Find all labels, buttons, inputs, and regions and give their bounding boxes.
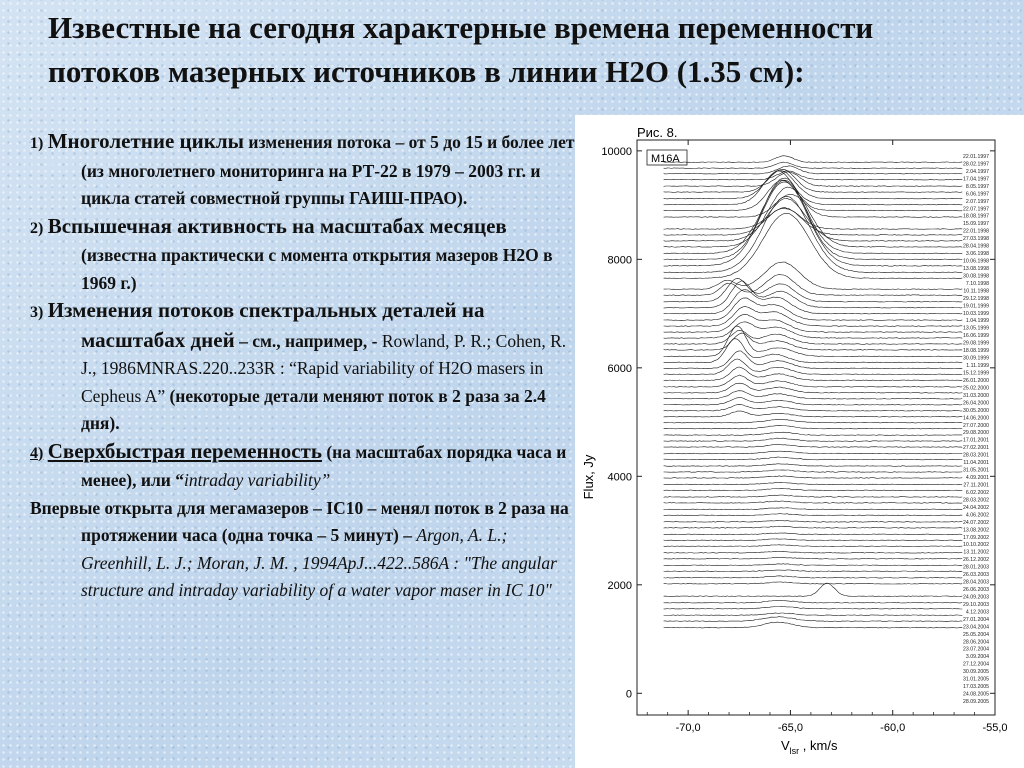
x-tick-label: -70,0 <box>675 722 701 734</box>
date-label: 25.02.2000 <box>963 385 989 392</box>
spectrum-line <box>664 307 963 327</box>
y-tick-label: 10000 <box>601 145 632 158</box>
spectrum-line <box>664 171 963 205</box>
spectrum-line <box>664 451 963 454</box>
date-label: 4.12.2003 <box>965 609 989 616</box>
x-tick-label: -60,0 <box>880 722 906 734</box>
spectrum-line <box>664 405 963 411</box>
spectrum-line <box>664 514 963 516</box>
spectrum-line <box>664 432 963 435</box>
date-label: 26.06.2003 <box>963 587 989 594</box>
x-tick-label: -65,0 <box>777 722 803 734</box>
date-label: 18.08.1999 <box>963 348 989 355</box>
date-label: 25.05.2004 <box>963 631 989 638</box>
spectrum-line <box>664 339 963 363</box>
date-label: 13.11.2002 <box>963 549 989 556</box>
x-axis-title <box>781 738 838 756</box>
date-label: 19.01.1999 <box>963 303 989 310</box>
date-label: 28.02.1997 <box>963 161 989 168</box>
date-label: 28.04.2003 <box>963 579 989 586</box>
item-text: (известна практически с момента открытия мазеров H2O в 1969 г.) <box>81 245 553 293</box>
item-number: 4) <box>30 444 44 462</box>
date-label: 29.08.1999 <box>963 340 989 347</box>
spectrum-line <box>664 464 963 467</box>
figure-caption: Рис. 8. <box>637 125 678 140</box>
item-heading: Многолетние циклы <box>47 129 245 153</box>
spectrum-line <box>664 279 963 302</box>
spectrum-line <box>664 470 963 472</box>
spectra-lines <box>664 156 963 628</box>
date-label: 27.07.2000 <box>963 422 989 429</box>
y-tick-label: 4000 <box>607 471 632 484</box>
spectrum-line <box>664 533 963 535</box>
spectrum-line <box>664 606 963 609</box>
spectrum-line <box>664 383 963 393</box>
spectrum-line <box>664 425 963 429</box>
spectra-chart <box>575 115 1024 768</box>
spectrum-line <box>664 583 963 596</box>
date-label: 27.01.2004 <box>963 616 989 623</box>
reference: Rowland, P. R.; Cohen, R. J., 1986MNRAS.220..233R : “Rapid variability of H2O masers in Cepheus A” <box>81 330 567 406</box>
date-label: 30.09.2005 <box>963 669 989 676</box>
spectrum-line <box>664 557 963 559</box>
spectrum-line <box>664 545 963 547</box>
date-label: 30.08.1998 <box>963 273 989 280</box>
item-heading: Изменения потоков спектральных деталей на масштабах дней <box>47 298 485 352</box>
spectrum-line <box>664 564 963 566</box>
date-label: 23.04.2004 <box>963 624 989 631</box>
x-axis-title-unit: , km/s <box>799 738 838 753</box>
date-label: 16.06.1999 <box>963 333 989 340</box>
date-label: 24.07.2002 <box>963 519 989 526</box>
spectrum-line <box>664 166 963 174</box>
date-label: 10.11.1998 <box>963 288 989 295</box>
spectrum-line <box>664 570 963 572</box>
date-label: 13.08.2002 <box>963 527 989 534</box>
spectrum-line <box>664 197 963 273</box>
date-label: 17.01.2001 <box>963 437 989 444</box>
spectrum-line <box>664 576 963 578</box>
date-label: 1.04.1999 <box>965 318 989 325</box>
date-label: 26.04.2000 <box>963 400 989 407</box>
date-label: 15.12.1999 <box>963 370 989 377</box>
date-label: 11.04.2001 <box>963 460 989 467</box>
date-label: 1.11.1999 <box>966 363 989 370</box>
spectrum-line <box>664 526 963 528</box>
spectrum-line <box>664 333 963 350</box>
item-number: 1) <box>30 135 44 152</box>
item-italic: intraday variability” <box>184 470 331 490</box>
x-axis-title-main: V <box>781 738 790 753</box>
date-label: 8.05.1997 <box>965 183 989 190</box>
spectrum-line <box>664 326 963 357</box>
spectrum-line <box>664 351 963 369</box>
date-label: 28.01.2003 <box>963 564 989 571</box>
date-label: 6.02.2002 <box>965 489 989 496</box>
spectrum-line <box>664 322 963 339</box>
spectrum-line <box>664 375 963 387</box>
date-label: 24.04.2002 <box>963 504 989 511</box>
y-axis-title: Flux, Jy <box>581 454 596 500</box>
date-label: 15.09.1997 <box>963 221 989 228</box>
item-text-2: (некоторые детали меняют поток в 2 раза за 2.4 дня). <box>81 385 546 433</box>
spectrum-line <box>664 411 963 417</box>
date-label: 23.07.2004 <box>963 646 989 653</box>
date-label: 10.03.1999 <box>963 310 989 317</box>
item-number: 2) <box>30 219 44 237</box>
date-label: 26.03.2003 <box>963 572 989 579</box>
x-axis-title-sub: lsr <box>789 746 800 756</box>
date-label: 22.01.1998 <box>963 228 989 235</box>
y-tick-label: 8000 <box>607 254 632 267</box>
spectrum-line <box>664 445 963 448</box>
spectrum-line <box>664 617 963 622</box>
figure-panel <box>575 115 1024 768</box>
date-label: 17.09.2002 <box>963 534 989 541</box>
date-label: 2.04.1997 <box>965 168 989 175</box>
spectrum-line <box>664 156 963 163</box>
spectrum-line <box>664 195 963 218</box>
date-label: 10.10.2002 <box>963 542 989 549</box>
item-heading: Сверхбыстрая переменность <box>47 438 322 463</box>
date-label: 27.02.2001 <box>963 445 989 452</box>
date-label: 17.03.2005 <box>963 684 989 691</box>
item-text: (на масштабах порядка часа и менее), или “ <box>81 441 567 490</box>
spectrum-line <box>664 488 963 490</box>
spectrum-line <box>664 208 963 236</box>
spectrum-line <box>664 582 963 584</box>
date-label: 27.11.2001 <box>963 482 989 489</box>
date-label: 6.06.1997 <box>965 191 989 198</box>
date-label: 22.07.1997 <box>963 206 989 213</box>
list-item-4 <box>30 438 578 495</box>
spectrum-line <box>664 419 963 423</box>
list-item-1 <box>30 128 578 213</box>
spectrum-line <box>664 551 963 553</box>
date-label: 30.09.1999 <box>963 355 989 362</box>
date-label: 29.08.2000 <box>963 430 989 437</box>
date-label: 18.08.1997 <box>963 213 989 220</box>
list-item-2 <box>30 213 578 298</box>
spectrum-line <box>664 457 963 460</box>
source-label: M16A <box>651 153 680 165</box>
closing-reference: Argon, A. L.; Greenhill, L. J.; Moran, J. M. , 1994ApJ...422..586A : "The angular structure and intraday variability of a water vapor maser in IC 10" <box>81 525 557 600</box>
spectrum-line <box>664 290 963 314</box>
date-label: 27.12.2004 <box>963 661 989 668</box>
date-label: 24.09.2003 <box>963 594 989 601</box>
list-item-3 <box>30 297 578 438</box>
date-label: 7.10.1998 <box>965 280 989 287</box>
text-column <box>30 128 578 605</box>
date-label: 4.09.2001 <box>965 475 989 482</box>
date-labels <box>963 154 989 705</box>
spectrum-line <box>664 476 963 479</box>
spectrum-line <box>664 178 963 260</box>
slide-title: Известные на сегодня характерные времена переменности потоков мазерных источников в линии H2O (1.35 см): <box>48 10 874 89</box>
spectrum-line <box>664 508 963 510</box>
date-label: 3.06.1998 <box>965 251 989 258</box>
item-text: изменения потока – от 5 до 15 и более лет (из многолетнего мониторинга на РТ-22 в 1979 – 2003 гг. и цикла статей совместной группы ГАИШ-ПРАО). <box>81 132 575 208</box>
spectrum-line <box>664 274 963 295</box>
date-label: 13.08.1998 <box>963 265 989 272</box>
spectrum-line <box>664 171 963 180</box>
date-label: 28.09.2005 <box>963 699 989 705</box>
spectrum-line <box>664 438 963 441</box>
spectrum-line <box>664 600 963 603</box>
date-label: 27.03.1998 <box>963 236 989 243</box>
date-label: 31.03.2000 <box>963 392 989 399</box>
date-label: 31.01.2005 <box>963 676 989 683</box>
spectrum-line <box>664 622 963 628</box>
spectrum-line <box>664 613 963 616</box>
item-text: – см., например, - <box>234 330 382 351</box>
item-heading: Вспышечная активность на масштабах месяцев <box>47 213 507 238</box>
date-label: 4.06.2002 <box>965 512 989 519</box>
item-number: 3) <box>30 304 44 321</box>
date-label: 3.09.2004 <box>965 654 989 661</box>
spectrum-line <box>664 482 963 485</box>
date-label: 14.06.2000 <box>963 415 989 422</box>
y-tick-label: 0 <box>625 688 632 701</box>
date-label: 29.12.1998 <box>963 295 989 302</box>
date-label: 29.10.2003 <box>963 601 989 608</box>
closing-paragraph <box>30 495 578 605</box>
closing-text: Впервые открыта для мегамазеров – IC10 – менял поток в 2 раза на протяжении часа (одна точка – 5 минут) – <box>30 497 569 545</box>
spectrum-line <box>664 501 963 503</box>
date-label: 28.04.1998 <box>963 243 989 250</box>
spectrum-line <box>664 520 963 522</box>
date-label: 31.05.2001 <box>963 467 989 474</box>
spectrum-line <box>664 539 963 541</box>
date-label: 22.01.1997 <box>963 154 989 160</box>
date-label: 17.04.1997 <box>963 176 989 183</box>
spectrum-line <box>664 391 963 399</box>
spectrum-line <box>664 162 963 168</box>
date-label: 10.06.1998 <box>963 258 989 265</box>
date-label: 13.05.1999 <box>963 325 989 332</box>
date-label: 2.07.1997 <box>965 198 989 205</box>
y-tick-label: 2000 <box>607 579 632 592</box>
y-tick-label: 6000 <box>607 362 632 375</box>
date-label: 28.06.2004 <box>963 639 989 646</box>
date-label: 28.03.2002 <box>963 497 989 504</box>
date-label: 26.12.2002 <box>963 557 989 564</box>
spectrum-line <box>664 314 963 332</box>
spectrum-line <box>664 495 963 497</box>
date-label: 28.03.2001 <box>963 452 989 459</box>
date-label: 26.01.2000 <box>963 377 989 384</box>
date-label: 24.08.2005 <box>963 691 989 698</box>
date-label: 30.05.2000 <box>963 407 989 414</box>
spectrum-line <box>664 359 963 375</box>
x-tick-label: -55,0 <box>982 722 1008 734</box>
